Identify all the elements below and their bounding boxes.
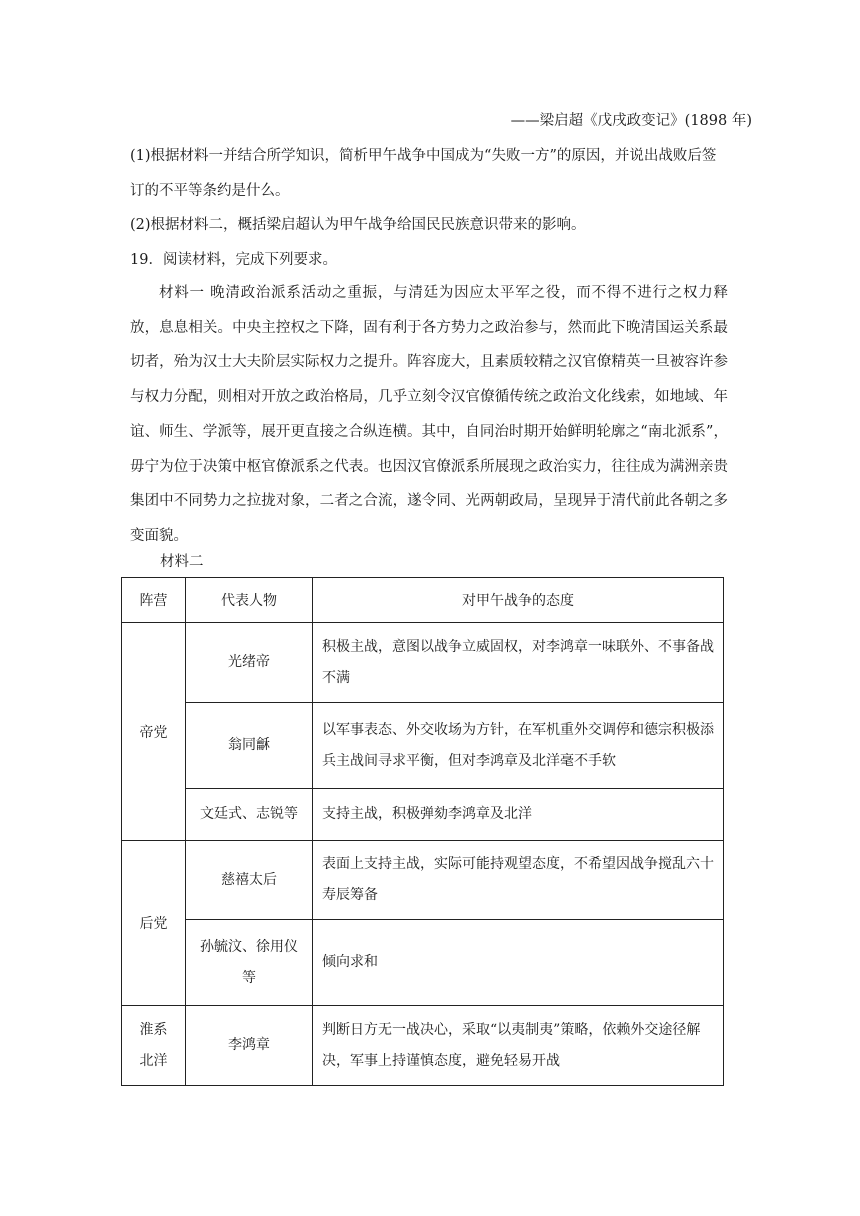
attitude-cell: 以军事表态、外交收场为方针，在军机重外交调停和德宗积极添兵主战间寻求平衡，但对李鸿章及北洋毫不手软 [313, 703, 724, 789]
person-cell: 光绪帝 [186, 623, 313, 703]
person-cell: 慈禧太后 [186, 841, 313, 920]
person-cell: 翁同龢 [186, 703, 313, 789]
table-row [122, 623, 724, 703]
faction-cell: 淮系北洋 [122, 1006, 186, 1086]
attitude-cell: 表面上支持主战，实际可能持观望态度，不希望因战争搅乱六十寿辰筹备 [313, 841, 724, 920]
material-2-label: 材料二 [160, 554, 204, 570]
person-cell: 李鸿章 [186, 1006, 313, 1086]
attitude-cell: 积极主战，意图以战争立威固权，对李鸿章一味联外、不事备战不满 [313, 623, 724, 703]
attitude-table [121, 577, 724, 1086]
table-row [122, 703, 724, 789]
question-19: 19．阅读材料，完成下列要求。 [130, 252, 337, 268]
person-cell: 孙毓汶、徐用仪等 [186, 920, 313, 1006]
question-1-line-1: (1)根据材料一并结合所学知识，简析甲午战争中国成为“失败一方”的原因，并说出战败后签 [130, 148, 717, 164]
table-row [122, 1006, 724, 1086]
table-row [122, 789, 724, 841]
table-row [122, 841, 724, 920]
header-attitude: 对甲午战争的态度 [313, 578, 724, 623]
table-row [122, 920, 724, 1006]
header-representative: 代表人物 [186, 578, 313, 623]
attitude-cell: 支持主战，积极弹劾李鸿章及北洋 [313, 789, 724, 841]
citation: ——梁启超《戊戌政变记》(1898 年) [510, 113, 752, 129]
question-1-line-2: 订的不平等条约是什么。 [130, 183, 290, 199]
material-1-paragraph: 材料一 晚清政治派系活动之重振，与清廷为因应太平军之役，而不得不进行之权力释放，息息相关。中央主控权之下降，固有利于各方势力之政治参与，然而此下晚清国运关系最切者，殆为汉士大夫阶层实际权力之提升。阵容庞大，且素质较精之汉官僚精英一旦被容许参与权力分配，则相对开放之政治格局，几乎立刻令汉官僚循传统之政治文化线索，如地域、年谊、师生、学派等，展开更直接之合纵连横。其中，自同治时期开始鲜明轮廓之“南北派系”，毋宁为位于决策中枢官僚派系之代表。也因汉官僚派系所展现之政治实力，往往成为满洲亲贵集团中不同势力之拉拢对象，二者之合流，遂令同、光两朝政局，呈现异于清代前此各朝之多变面貌。 [130, 285, 728, 544]
header-camp: 阵营 [122, 578, 186, 623]
faction-cell: 后党 [122, 841, 186, 1006]
attitude-cell: 判断日方无一战决心，采取“以夷制夷”策略，依赖外交途径解决，军事上持谨慎态度，避免轻易开战 [313, 1006, 724, 1086]
faction-cell: 帝党 [122, 623, 186, 841]
attitude-cell: 倾向求和 [313, 920, 724, 1006]
table-header-row [122, 578, 724, 623]
person-cell: 文廷式、志锐等 [186, 789, 313, 841]
question-2: (2)根据材料二，概括梁启超认为甲午战争给国民民族意识带来的影响。 [130, 217, 586, 233]
